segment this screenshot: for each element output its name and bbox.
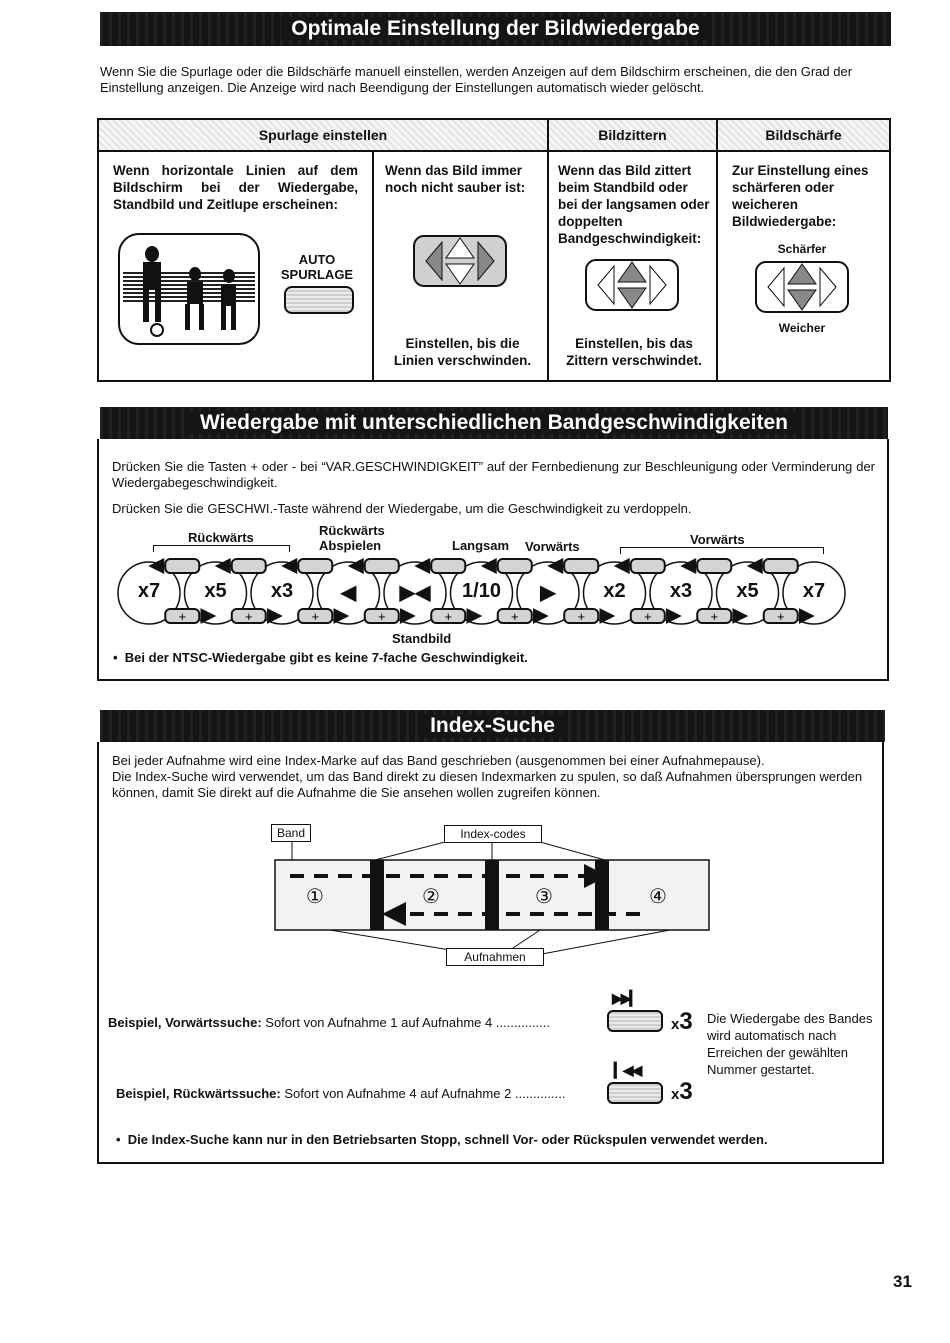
plus-sign: + — [178, 609, 187, 624]
speed-label: x5 — [204, 580, 227, 602]
weicher-label: Weicher — [778, 321, 826, 335]
spurlage-condition: Wenn horizontale Linien auf dem Bildschirm bei der Wiedergabe, Standbild und Zeitlupe erscheinen: — [113, 163, 358, 212]
header-bildschaerfe: Bildschärfe — [718, 120, 889, 150]
index-codes-label: Index-codes — [444, 825, 542, 843]
speed-label: x7 — [137, 580, 161, 602]
aufnahmen-label: Aufnahmen — [446, 948, 544, 966]
page-number: 31 — [893, 1272, 912, 1291]
tracking-rocker-button[interactable] — [412, 232, 508, 290]
minus-button[interactable] — [232, 559, 266, 573]
spurlage-manual-condition: Wenn das Bild immer noch nicht sauber ist: — [385, 163, 526, 195]
auto-spurlage-button[interactable] — [284, 286, 354, 314]
plus-sign: + — [776, 609, 785, 624]
band-label: Band — [271, 824, 311, 842]
section-title-index-suche: Index-Suche — [100, 710, 885, 742]
example-forward: Beispiel, Vorwärtssuche: Sofort von Aufnahme 1 auf Aufnahme 4 ............... — [108, 1015, 551, 1030]
auto-spurlage-label: AUTO SPURLAGE — [280, 252, 354, 282]
plus-sign: + — [377, 609, 386, 624]
spurlage-result: Einstellen, bis die Linien verschwinden. — [393, 336, 532, 368]
vorwaerts-label: Vorwärts — [690, 532, 745, 547]
index-note: • Die Index-Suche kann nur in den Betriebsarten Stopp, schnell Vor- oder Rückspulen verwendet werden. — [116, 1132, 768, 1147]
sharpness-rocker-button[interactable] — [754, 258, 850, 316]
schaerfer-label: Schärfer — [777, 242, 827, 256]
langsam-label: Langsam — [452, 538, 510, 553]
forward-count: x3 — [671, 1008, 693, 1035]
speed-intro-2: Drücken Sie die GESCHWI.-Taste während der Wiedergabe, um die Geschwindigkeit zu verdoppeln. — [112, 501, 692, 516]
speed-label: ▶ — [540, 582, 556, 604]
minus-button[interactable] — [365, 559, 399, 573]
fast-forward-icon: ▶▶▎ — [612, 990, 639, 1006]
rueckwaerts-label: Rückwärts — [188, 530, 254, 545]
speed-label: x2 — [603, 580, 626, 602]
section-title-bildwiedergabe: Optimale Einstellung der Bildwiedergabe — [100, 12, 891, 46]
minus-button[interactable] — [631, 559, 665, 573]
search-side-note: Die Wiedergabe des Bandes wird automatisch nach Erreichen der gewählten Nummer gestartet. — [707, 1011, 873, 1077]
tv-soccer-image — [117, 232, 261, 346]
bullet: • — [113, 650, 125, 665]
rewind-icon: ▎◀◀ — [614, 1062, 641, 1078]
plus-sign: + — [643, 609, 652, 624]
index-intro-1: Bei jeder Aufnahme wird eine Index-Marke auf das Band geschrieben (ausgenommen bei einer Aufnahmepause). — [112, 753, 765, 768]
speed-intro-1: Drücken Sie die Tasten + oder - bei “VAR.GESCHWINDIGKEIT” auf der Fernbedienung zur Beschleunigung oder Verminderung der Wiedergabegeschwindigkeit. — [112, 459, 875, 490]
header-spurlage: Spurlage einstellen — [99, 120, 547, 150]
index-intro-2: Die Index-Suche wird verwendet, um das Band direkt zu diesen Indexmarken zu spulen, so daß Aufnahmen übersprungen werden können, damit Sie direkt auf die Aufnahme die Sie ansehen wollen zugreifen können. — [112, 769, 863, 800]
bildschaerfe-condition: Zur Einstellung eines schärferen oder weicheren Bildwiedergabe: — [732, 163, 869, 229]
table-divider — [372, 150, 374, 380]
rueckwaerts-abspielen-label: Rückwärts Abspielen — [319, 523, 385, 553]
minus-button[interactable] — [298, 559, 332, 573]
tape-number-4: ④ — [649, 886, 667, 908]
bildzittern-condition: Wenn das Bild zittert beim Standbild oder bei der langsamen oder doppelten Bandgeschwindigkeit: — [558, 163, 710, 246]
table-divider — [99, 150, 889, 152]
plus-sign: + — [311, 609, 320, 624]
minus-button[interactable] — [764, 559, 798, 573]
bullet: • — [116, 1132, 128, 1147]
speed-label: 1/10 — [462, 580, 501, 602]
minus-button[interactable] — [498, 559, 532, 573]
plus-sign: + — [444, 609, 453, 624]
tape-number-2: ② — [422, 886, 440, 908]
rueckwaerts-bracket — [153, 545, 290, 552]
jitter-rocker-button[interactable] — [584, 256, 680, 314]
intro-bildwiedergabe: Wenn Sie die Spurlage oder die Bildschärfe manuell einstellen, werden Anzeigen auf dem Bildschirm erscheinen, die den Grad der Einstellung anzeigen. Die Anzeige wird nach Beendigung der Einstellungen automatisch wieder gelöscht. — [100, 64, 853, 95]
section-title-bandgeschwindigkeiten: Wiedergabe mit unterschiedlichen Bandgeschwindigkeiten — [100, 407, 888, 439]
speed-label: x3 — [270, 580, 294, 602]
tape-number-1: ① — [306, 886, 324, 908]
plus-sign: + — [710, 609, 719, 624]
minus-button[interactable] — [564, 559, 598, 573]
bildzittern-result: Einstellen, bis das Zittern verschwindet. — [566, 336, 702, 368]
speed-label: x3 — [669, 580, 693, 602]
rewind-count: x3 — [671, 1078, 693, 1105]
minus-button[interactable] — [431, 559, 465, 573]
table-divider — [547, 120, 549, 380]
minus-button[interactable] — [165, 559, 199, 573]
speed-label: ▶◀ — [399, 582, 431, 604]
forward-button[interactable] — [607, 1010, 663, 1032]
plus-sign: + — [510, 609, 519, 624]
speed-label: ◀ — [340, 582, 357, 604]
tape-number-3: ③ — [535, 886, 553, 908]
vorwaerts-small-label: Vorwärts — [525, 539, 580, 554]
table-divider — [716, 120, 718, 380]
plus-sign: + — [244, 609, 253, 624]
example-backward: Beispiel, Rückwärtssuche: Sofort von Aufnahme 4 auf Aufnahme 2 .............. — [116, 1086, 566, 1101]
header-bildzittern: Bildzittern — [549, 120, 716, 150]
ntsc-note: • Bei der NTSC-Wiedergabe gibt es keine 7-fache Geschwindigkeit. — [113, 650, 528, 665]
speed-label: x7 — [802, 580, 826, 602]
minus-button[interactable] — [697, 559, 731, 573]
speed-label: x5 — [736, 580, 759, 602]
standbild-label: Standbild — [392, 631, 452, 646]
plus-sign: + — [577, 609, 586, 624]
rewind-button[interactable] — [607, 1082, 663, 1104]
